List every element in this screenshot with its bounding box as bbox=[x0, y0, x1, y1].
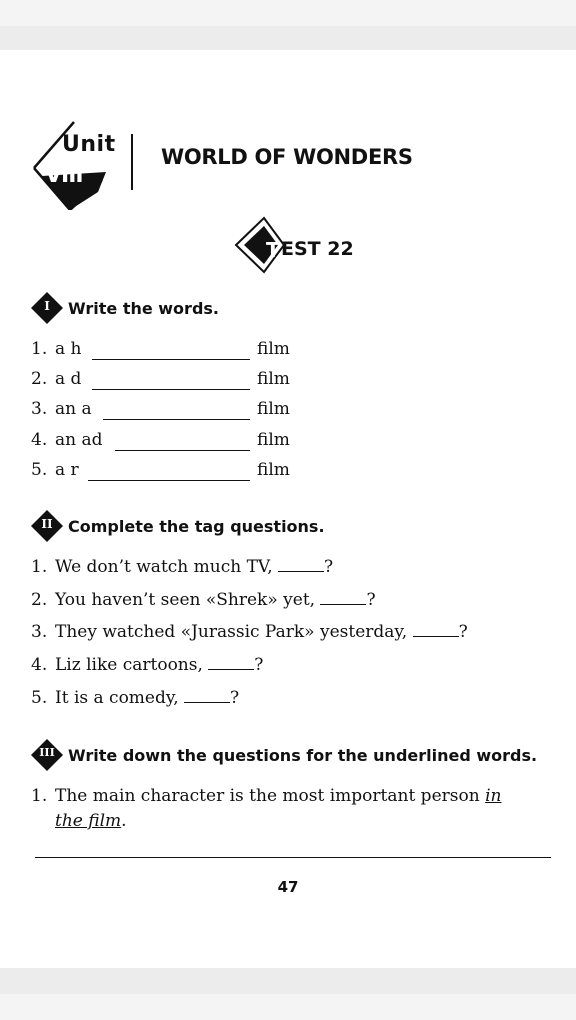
underlined-word-in: in bbox=[485, 786, 502, 806]
question-line-3: 3. They watched «Jurassic Park» yesterday, ? bbox=[31, 622, 468, 642]
word-line-5: 5. a r bbox=[31, 460, 79, 480]
answer-blank-5[interactable] bbox=[88, 479, 250, 481]
header-divider bbox=[131, 134, 133, 190]
unit-badge-icon bbox=[30, 114, 126, 210]
question-line-4: 4. Liz like cartoons, ? bbox=[31, 655, 264, 675]
answer-blank-1[interactable] bbox=[92, 358, 250, 360]
tag-blank-1[interactable] bbox=[278, 557, 324, 572]
underlined-words-the-film: the film bbox=[55, 811, 122, 831]
tag-blank-2[interactable] bbox=[320, 590, 366, 605]
word-end-1: film bbox=[257, 339, 290, 359]
answer-blank-4[interactable] bbox=[115, 449, 250, 451]
bottom-strip bbox=[0, 994, 576, 1020]
task-3-title: Write down the questions for the underlined words. bbox=[68, 746, 538, 765]
task-1-title: Write the words. bbox=[68, 299, 219, 318]
task-2-diamond-icon: II bbox=[30, 509, 64, 543]
answer-blank-2[interactable] bbox=[92, 388, 250, 390]
test-title: EST 22 bbox=[281, 238, 354, 260]
unit-label: Unit bbox=[62, 132, 116, 157]
question-3-line-b: the film. bbox=[55, 811, 127, 831]
question-line-2: 2. You haven’t seen «Shrek» yet, ? bbox=[31, 590, 376, 610]
word-end-4: film bbox=[257, 430, 290, 450]
footer-rule bbox=[35, 857, 551, 858]
page-number: 47 bbox=[277, 878, 299, 896]
word-end-2: film bbox=[257, 369, 290, 389]
word-line-2: 2. a d bbox=[31, 369, 82, 389]
workbook-page bbox=[0, 50, 576, 968]
question-line-1: 1. We don’t watch much TV, ? bbox=[31, 557, 334, 577]
unit-number: VIII bbox=[45, 163, 83, 188]
question-line-5: 5. It is a comedy, ? bbox=[31, 688, 240, 708]
task-1-diamond-icon: I bbox=[30, 291, 64, 325]
answer-blank-3[interactable] bbox=[103, 418, 250, 420]
tag-blank-4[interactable] bbox=[208, 655, 254, 670]
task-3-diamond-icon: III bbox=[30, 738, 64, 772]
word-line-3: 3. an a bbox=[31, 399, 92, 419]
tag-blank-3[interactable] bbox=[413, 622, 459, 637]
question-3-line-a: 1. The main character is the most important person in bbox=[31, 786, 502, 806]
word-line-4: 4. an ad bbox=[31, 430, 103, 450]
word-line-1: 1. a h bbox=[31, 339, 82, 359]
test-letter: T bbox=[266, 238, 280, 262]
tag-blank-5[interactable] bbox=[184, 688, 230, 703]
top-strip bbox=[0, 0, 576, 26]
word-end-3: film bbox=[257, 399, 290, 419]
word-end-5: film bbox=[257, 460, 290, 480]
task-2-title: Complete the tag questions. bbox=[68, 517, 325, 536]
unit-title: WORLD OF WONDERS bbox=[161, 145, 413, 169]
